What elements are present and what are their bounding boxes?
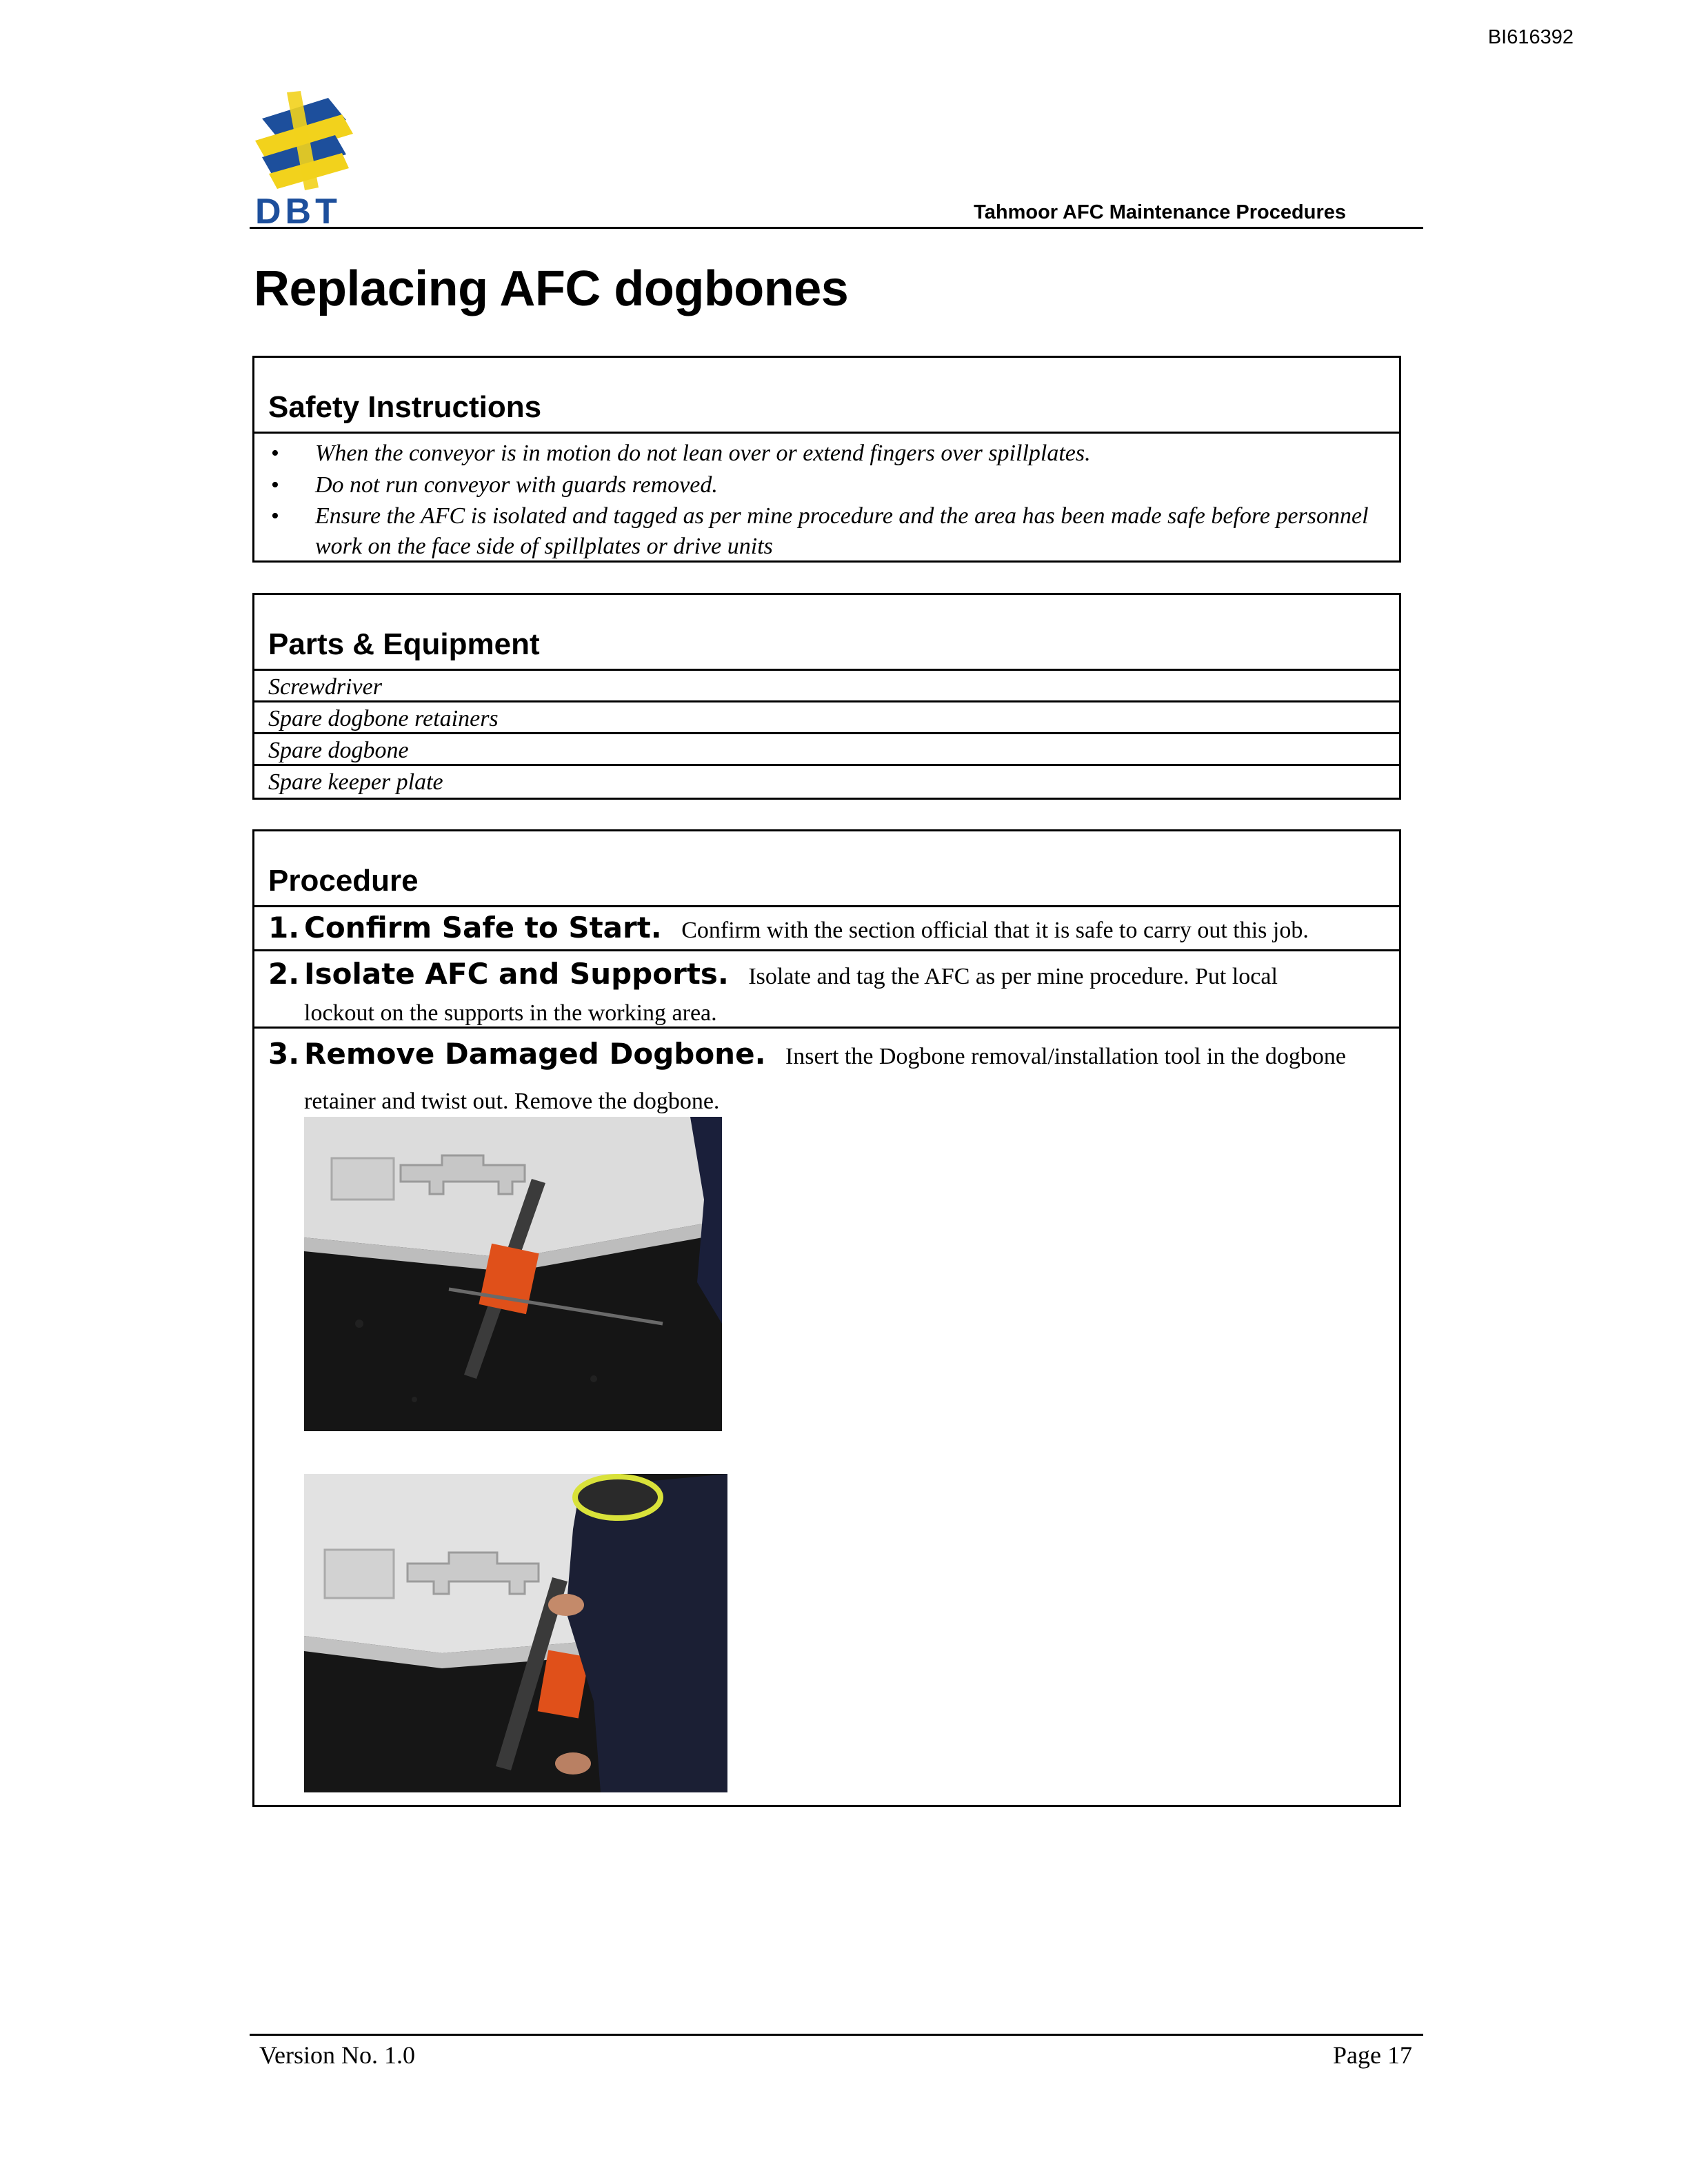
parts-equipment-box — [252, 593, 1401, 800]
safety-item — [254, 438, 1399, 469]
safety-item — [254, 469, 1399, 501]
page-number: Page 17 — [1333, 2041, 1412, 2069]
footer-rule — [250, 2034, 1423, 2036]
procedure-heading-cell — [254, 831, 1399, 907]
safety-list — [254, 434, 1399, 562]
procedure-step-1 — [254, 907, 1399, 951]
page-title: Replacing AFC dogbones — [254, 261, 849, 316]
step-text: Confirm with the section official that it is safe to carry out this job. — [681, 918, 1309, 943]
bullet-icon: • — [271, 441, 279, 466]
safety-item-text: Ensure the AFC is isolated and tagged as per mine procedure and the area has been made safe before personnel work on the face side of spillplates or drive units — [315, 503, 1369, 559]
part-row: Screwdriver — [254, 671, 1399, 702]
part-row: Spare keeper plate — [268, 769, 443, 795]
step-text-continued: lockout on the supports in the working area. — [304, 1000, 717, 1026]
step-text: Insert the Dogbone removal/installation tool in the dogbone — [785, 1044, 1346, 1069]
procedure-step-2 — [254, 951, 1399, 1029]
running-title: Tahmoor AFC Maintenance Procedures — [974, 201, 1346, 223]
dogbone-removal-photo-2 — [304, 1474, 727, 1792]
procedure-box — [252, 829, 1401, 1807]
version-number: Version No. 1.0 — [259, 2041, 415, 2069]
safety-item — [254, 501, 1399, 562]
parts-heading-cell — [254, 595, 1399, 671]
part-row: Spare dogbone retainers — [254, 702, 1399, 734]
dbt-logo-text: DBT — [255, 192, 341, 226]
step-title: Confirm Safe to Start. — [304, 911, 662, 944]
dbt-logo — [252, 91, 356, 226]
step-text: Isolate and tag the AFC as per mine procedure. Put local — [748, 964, 1278, 989]
bullet-icon: • — [271, 503, 279, 529]
header-rule — [250, 227, 1423, 229]
document-id: BI616392 — [1487, 26, 1574, 48]
procedure-step-3 — [254, 1029, 1399, 1801]
step-text-continued: retainer and twist out. Remove the dogbone. — [304, 1089, 720, 1114]
parts-heading: Parts & Equipment — [268, 627, 540, 661]
safety-item-text: Do not run conveyor with guards removed. — [315, 472, 718, 498]
bullet-icon: • — [271, 472, 279, 498]
step-title: Remove Damaged Dogbone. — [304, 1037, 766, 1071]
step-title: Isolate AFC and Supports. — [304, 957, 729, 991]
safety-heading-cell — [254, 358, 1399, 434]
procedure-heading: Procedure — [268, 864, 419, 898]
safety-item-text: When the conveyor is in motion do not lean over or extend fingers over spillplates. — [315, 441, 1091, 466]
step-number: 3. — [268, 1037, 300, 1071]
step-number: 2. — [268, 957, 300, 991]
safety-instructions-box — [252, 356, 1401, 563]
safety-heading: Safety Instructions — [268, 390, 542, 424]
dogbone-removal-photo-1 — [304, 1117, 722, 1431]
part-row: Spare dogbone — [254, 734, 1399, 766]
step-number: 1. — [268, 911, 300, 944]
